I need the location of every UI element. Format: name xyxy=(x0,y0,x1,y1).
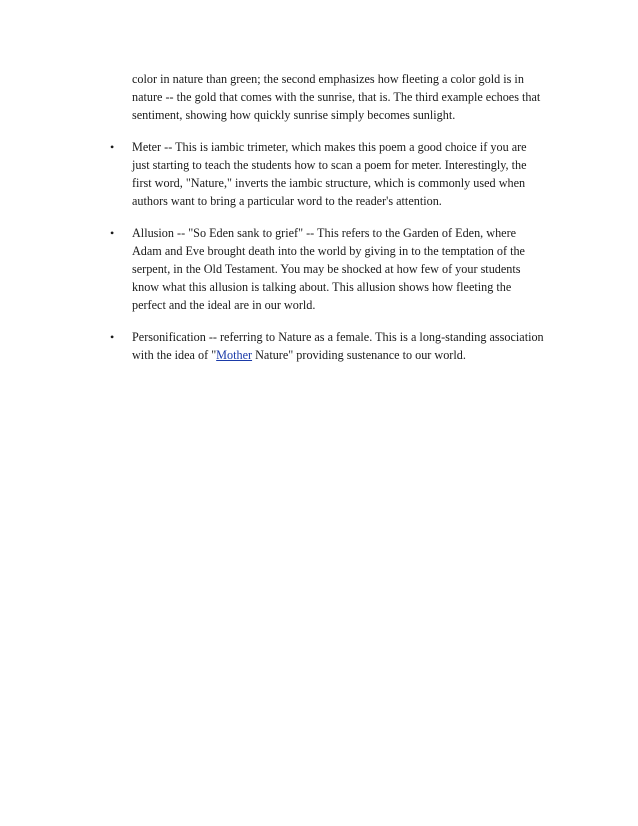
bullet-list xyxy=(108,138,544,364)
list-item-personification xyxy=(108,328,544,364)
document-body xyxy=(108,70,544,364)
list-item-allusion xyxy=(108,224,544,314)
bullet-icon: • xyxy=(110,140,115,154)
list-item-text: Meter -- This is iambic trimeter, which makes this poem a good choice if you are just starting to teach the students how to scan a poem for meter. Interestingly, the first word, "Nature," inverts the iambic structure, which is commonly used when authors want to bring a particular word to the reader's attention. xyxy=(132,140,527,208)
list-item-text-after: Nature" providing sustenance to our world. xyxy=(252,348,466,362)
list-item-text-before: Personification -- referring to Nature as a female. This is a long-standing association with the idea of " xyxy=(132,330,544,362)
continuation-paragraph: color in nature than green; the second emphasizes how fleeting a color gold is in nature -- the gold that comes with the sunrise, that is. The third example echoes that sentiment, showing how quickly sunrise simply becomes sunlight. xyxy=(132,72,541,122)
list-item-meter xyxy=(108,138,544,210)
bullet-icon: • xyxy=(110,226,115,240)
bullet-icon: • xyxy=(110,330,115,344)
list-item-text: Allusion -- "So Eden sank to grief" -- This refers to the Garden of Eden, where Adam and Eve brought death into the world by giving in to the temptation of the serpent, in the Old Testament. You may be shocked at how few of your students know what this allusion is talking about. This allusion shows how fleeting the perfect and the ideal are in our world. xyxy=(132,226,525,312)
mother-link[interactable]: Mother xyxy=(216,348,253,362)
